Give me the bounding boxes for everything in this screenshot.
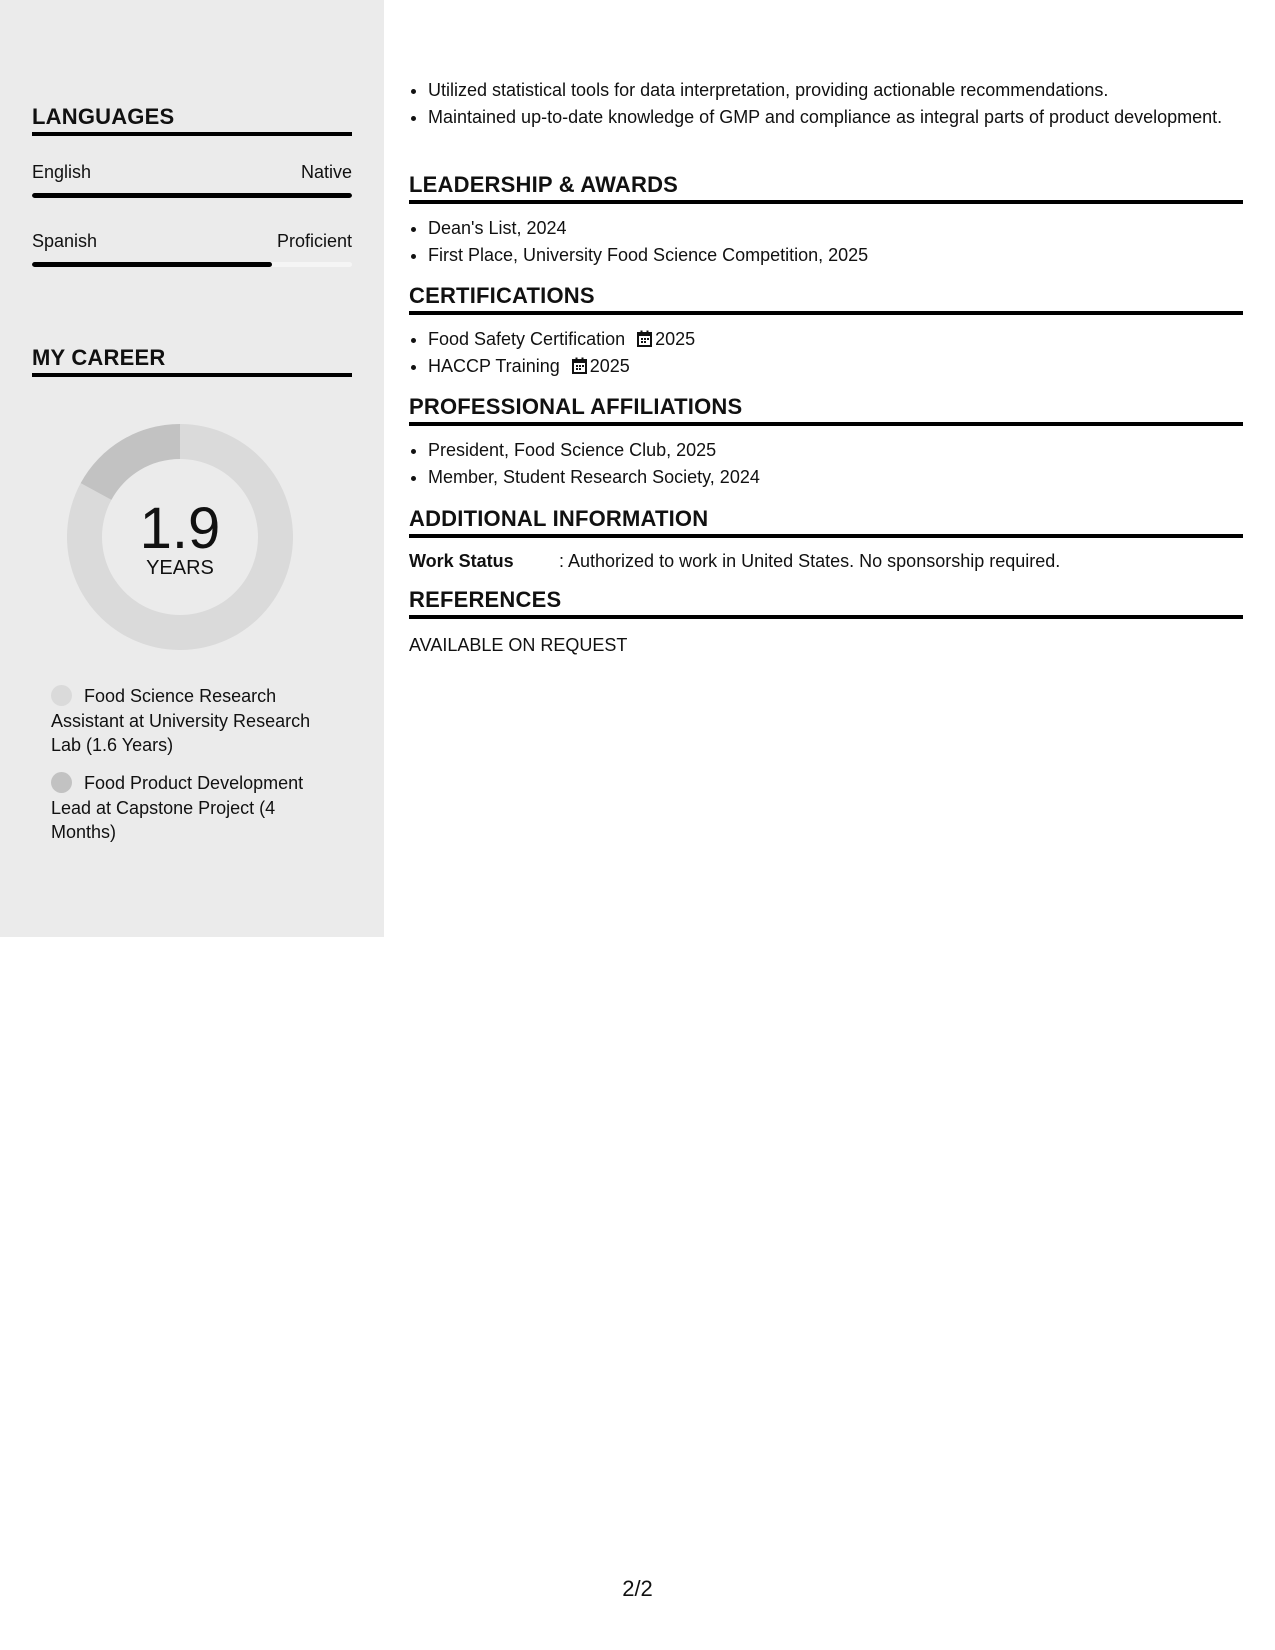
career-total-unit: YEARS (146, 557, 214, 579)
career-heading: MY CAREER (32, 345, 352, 377)
language-level: Native (300, 162, 352, 182)
page-number: 2/2 (622, 1576, 653, 1601)
career-total-value: 1.9 (139, 496, 221, 561)
language-row-spanish (32, 231, 352, 252)
additional-info-heading: ADDITIONAL INFORMATION (409, 506, 1243, 538)
language-name: English (32, 162, 92, 182)
career-legend-text: Food Product Development Lead at Capstone Project (4 Months) (51, 773, 304, 842)
affiliations-list (409, 437, 1243, 491)
language-proficiency-fill (32, 262, 272, 267)
work-status-value: : Authorized to work in United States. No sponsorship required. (559, 551, 1061, 571)
language-proficiency-bar-english (32, 193, 352, 198)
calendar-icon (572, 357, 587, 374)
career-legend-item (51, 771, 336, 845)
work-status-label: Work Status (409, 551, 514, 571)
career-legend-text: Food Science Research Assistant at University Research Lab (1.6 Years) (51, 686, 311, 755)
list-item: • Dean's List, 2024 (428, 215, 1243, 242)
languages-heading: LANGUAGES (32, 104, 352, 136)
legend-dot (51, 772, 72, 793)
leadership-heading: LEADERSHIP & AWARDS (409, 172, 1243, 204)
list-item: • President, Food Science Club, 2025 (428, 437, 1243, 464)
references-heading: REFERENCES (409, 587, 1243, 619)
certifications-list (409, 326, 1243, 380)
language-proficiency-fill (32, 193, 352, 198)
list-item: • Member, Student Research Society, 2024 (428, 464, 1243, 491)
certification-name: HACCP Training (428, 356, 560, 376)
affiliations-heading: PROFESSIONAL AFFILIATIONS (409, 394, 1243, 426)
certification-item (428, 326, 1243, 353)
certifications-heading: CERTIFICATIONS (409, 283, 1243, 315)
list-item: • First Place, University Food Science Competition, 2025 (428, 242, 1243, 269)
language-proficiency-bar-spanish (32, 262, 352, 267)
certification-name: Food Safety Certification (428, 329, 626, 349)
list-item: • Maintained up-to-date knowledge of GMP and compliance as integral parts of product development. (428, 105, 1243, 130)
experience-bullets (409, 78, 1243, 129)
language-level: Proficient (276, 231, 352, 251)
certification-item (428, 353, 1243, 380)
list-item: • Utilized statistical tools for data interpretation, providing actionable recommendations. (428, 78, 1243, 103)
legend-dot (51, 685, 72, 706)
sidebar (0, 0, 384, 937)
language-row-english (32, 162, 352, 183)
certification-year: 2025 (589, 356, 630, 376)
references-text: AVAILABLE ON REQUEST (409, 635, 628, 655)
leadership-list (409, 215, 1243, 269)
career-legend-item (51, 684, 336, 758)
certification-year: 2025 (655, 329, 696, 349)
calendar-icon (637, 330, 652, 347)
donut-segment-1 (81, 424, 180, 500)
language-name: Spanish (32, 231, 98, 251)
